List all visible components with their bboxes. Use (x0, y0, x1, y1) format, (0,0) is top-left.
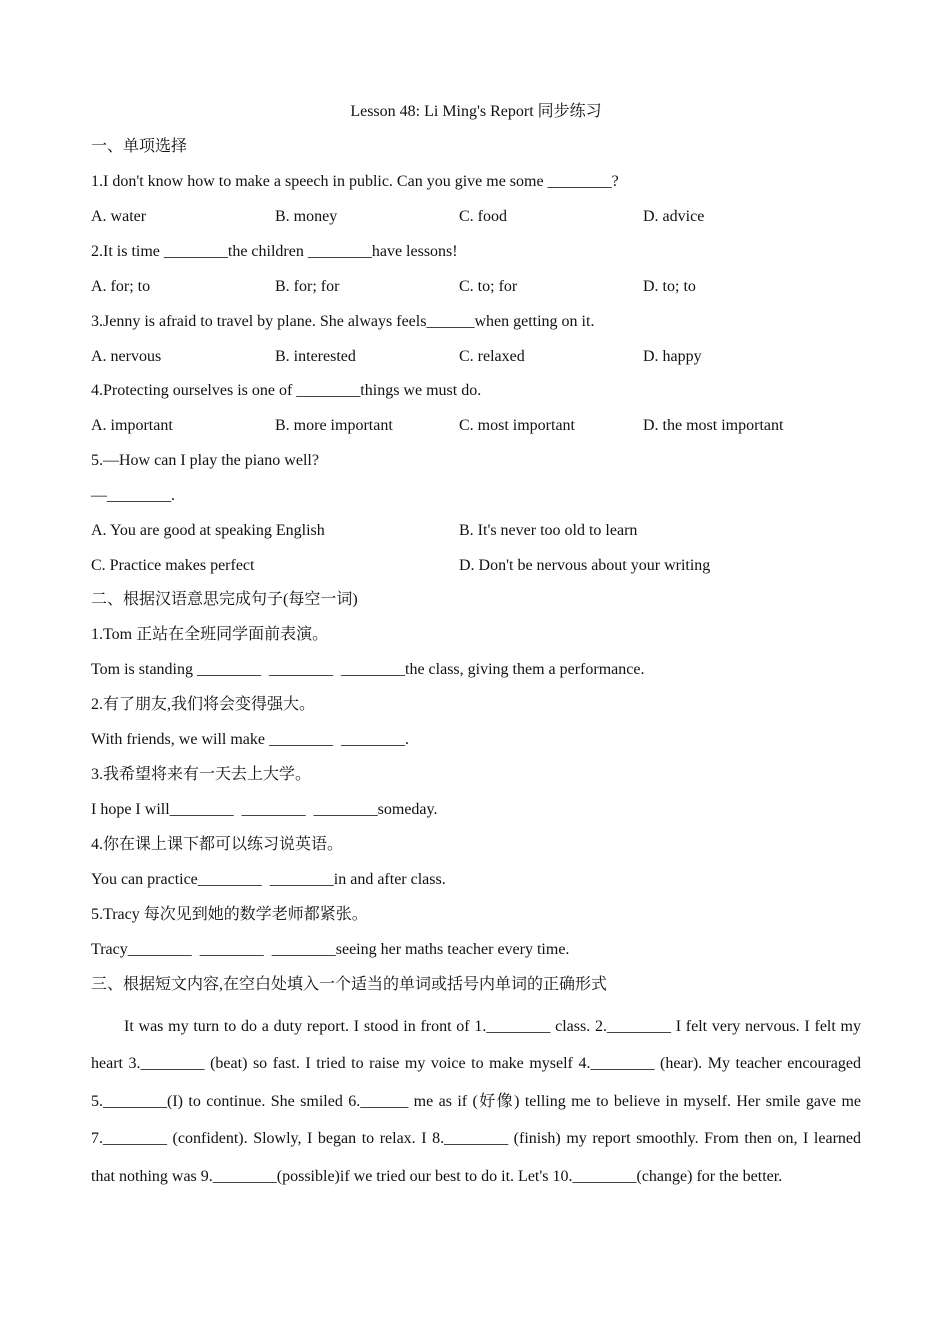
question-5-option-d: D. Don't be nervous about your writing (459, 557, 711, 574)
translation-2-chinese: 2.有了朋友,我们将会变得强大。 (91, 696, 316, 713)
translation-1-chinese: 1.Tom 正站在全班同学面前表演。 (91, 626, 329, 643)
question-2-option-d: D. to; to (643, 278, 696, 295)
section1-heading: 一、单项选择 (91, 138, 188, 155)
translation-5-chinese: 5.Tracy 每次见到她的数学老师都紧张。 (91, 906, 368, 923)
question-5-stem: 5.—How can I play the piano well? (91, 452, 319, 469)
question-2-option-a: A. for; to (91, 278, 151, 295)
question-4-option-d: D. the most important (643, 417, 784, 434)
question-2-option-b: B. for; for (275, 278, 340, 295)
cloze-passage: It was my turn to do a duty report. I stood in front of 1.________ class. 2.________ I felt very nervous. I felt my heart 3.________ (beat) so fast. I tried to raise my voice to make myself 4.________ (hear). My teacher encouraged 5.________(I) to continue. She smiled 6.______ me as if (好像) telling me to believe in myself. Her smile gave me 7.________ (confident). Slowly, I began to relax. I 8.________ (finish) my report smoothly. From then on, I learned that nothing was 9.________(possible)if we tried our best to do it. Let's 10.________(change) for the better. (91, 1018, 861, 1185)
translation-4-chinese: 4.你在课上课下都可以练习说英语。 (91, 836, 344, 853)
translation-4-english: You can practice________ ________in and after class. (91, 871, 446, 888)
question-2-option-c: C. to; for (459, 278, 518, 295)
question-3-option-c: C. relaxed (459, 348, 525, 365)
translation-2-english: With friends, we will make ________ ________. (91, 731, 409, 748)
question-4-option-b: B. more important (275, 417, 393, 434)
question-5-option-b: B. It's never too old to learn (459, 522, 638, 539)
question-5-option-c: C. Practice makes perfect (91, 557, 255, 574)
question-3-option-a: A. nervous (91, 348, 162, 365)
question-4-option-c: C. most important (459, 417, 575, 434)
question-1-option-b: B. money (275, 208, 338, 225)
question-5-answer-line: —________. (91, 487, 175, 504)
section2-heading: 二、根据汉语意思完成句子(每空一词) (91, 591, 358, 608)
question-1-stem: 1.I don't know how to make a speech in public. Can you give me some ________? (91, 173, 619, 190)
translation-3-english: I hope I will________ ________ ________someday. (91, 801, 438, 818)
question-3-stem: 3.Jenny is afraid to travel by plane. She always feels______when getting on it. (91, 313, 595, 330)
translation-1-english: Tom is standing ________ ________ ________the class, giving them a performance. (91, 661, 645, 678)
question-1-option-c: C. food (459, 208, 507, 225)
question-2-stem: 2.It is time ________the children ________have lessons! (91, 243, 458, 260)
question-3-option-b: B. interested (275, 348, 356, 365)
question-4-stem: 4.Protecting ourselves is one of ________things we must do. (91, 382, 482, 399)
question-4-option-a: A. important (91, 417, 173, 434)
question-1-option-d: D. advice (643, 208, 705, 225)
page-title: Lesson 48: Li Ming's Report 同步练习 (350, 103, 602, 120)
question-1-option-a: A. water (91, 208, 147, 225)
section3-heading: 三、根据短文内容,在空白处填入一个适当的单词或括号内单词的正确形式 (91, 976, 608, 993)
question-3-option-d: D. happy (643, 348, 702, 365)
question-5-option-a: A. You are good at speaking English (91, 522, 325, 539)
translation-5-english: Tracy________ ________ ________seeing her maths teacher every time. (91, 941, 570, 958)
translation-3-chinese: 3.我希望将来有一天去上大学。 (91, 766, 312, 783)
